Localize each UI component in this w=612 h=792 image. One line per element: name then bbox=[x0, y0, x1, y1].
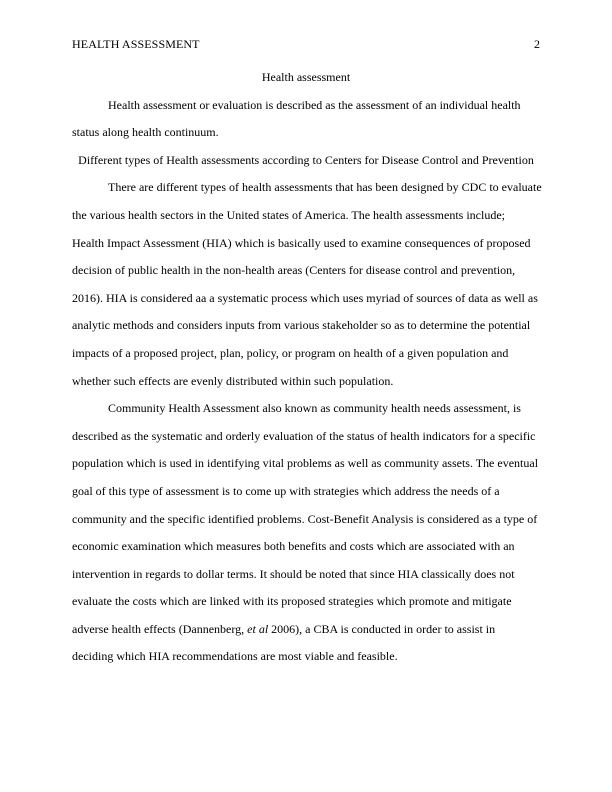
text-line: Community Health Assessment also known as community health needs assessment, is bbox=[108, 401, 521, 416]
paragraph-hia bbox=[72, 174, 540, 395]
text-line: community and the specific identified problems. Cost-Benefit Analysis is considered as a type of bbox=[72, 511, 538, 526]
document-title: Health assessment bbox=[261, 70, 351, 84]
document-body bbox=[72, 64, 540, 671]
page-header bbox=[72, 37, 540, 53]
text-line: population which is used in identifying vital problems as well as community assets. The eventual bbox=[72, 456, 539, 471]
running-head: HEALTH ASSESSMENT bbox=[72, 37, 200, 51]
page-number: 2 bbox=[534, 37, 540, 51]
text-line: analytic methods and considers inputs from various stakeholder so as to determine the potential bbox=[72, 318, 531, 333]
section-subheading: Different types of Health assessments according to Centers for Disease Control and Prevention bbox=[78, 152, 534, 167]
text-line: impacts of a proposed project, plan, policy, or program on health of a given population and bbox=[72, 345, 509, 360]
text-line: decision of public health in the non-health areas (Centers for disease control and prevention, bbox=[72, 263, 516, 278]
text-segment: 2006), a CBA is conducted in order to assist in bbox=[268, 621, 496, 636]
italic-citation: et al bbox=[247, 621, 269, 636]
intro-paragraph bbox=[72, 92, 540, 147]
text-line: 2016). HIA is considered aa a systematic process which uses myriad of sources of data as well as bbox=[72, 290, 538, 305]
text-line: the various health sectors in the United states of America. The health assessments include; bbox=[72, 207, 505, 222]
text-line: status along health continuum. bbox=[72, 125, 219, 140]
text-segment: adverse health effects (Dannenberg, bbox=[72, 621, 248, 636]
text-line: There are different types of health assessments that has been designed by CDC to evaluate bbox=[108, 180, 542, 195]
paragraph-community-health bbox=[72, 395, 540, 671]
text-line: economic examination which measures both benefits and costs which are associated with an bbox=[72, 539, 515, 554]
text-line: described as the systematic and orderly evaluation of the status of health indicators for a specific bbox=[72, 428, 536, 443]
text-line: whether such effects are evenly distributed within such population. bbox=[72, 373, 394, 388]
text-line: evaluate the costs which are linked with its proposed strategies which promote and mitigate bbox=[72, 594, 512, 609]
text-line: goal of this type of assessment is to come up with strategies which address the needs of a bbox=[72, 483, 500, 498]
text-line: intervention in regards to dollar terms. It should be noted that since HIA classically does not bbox=[72, 566, 515, 581]
text-line: Health Impact Assessment (HIA) which is basically used to examine consequences of proposed bbox=[72, 235, 531, 250]
text-line: deciding which HIA recommendations are most viable and feasible. bbox=[72, 649, 398, 664]
text-line: Health assessment or evaluation is described as the assessment of an individual health bbox=[108, 97, 521, 112]
text-line-citation bbox=[72, 616, 540, 644]
